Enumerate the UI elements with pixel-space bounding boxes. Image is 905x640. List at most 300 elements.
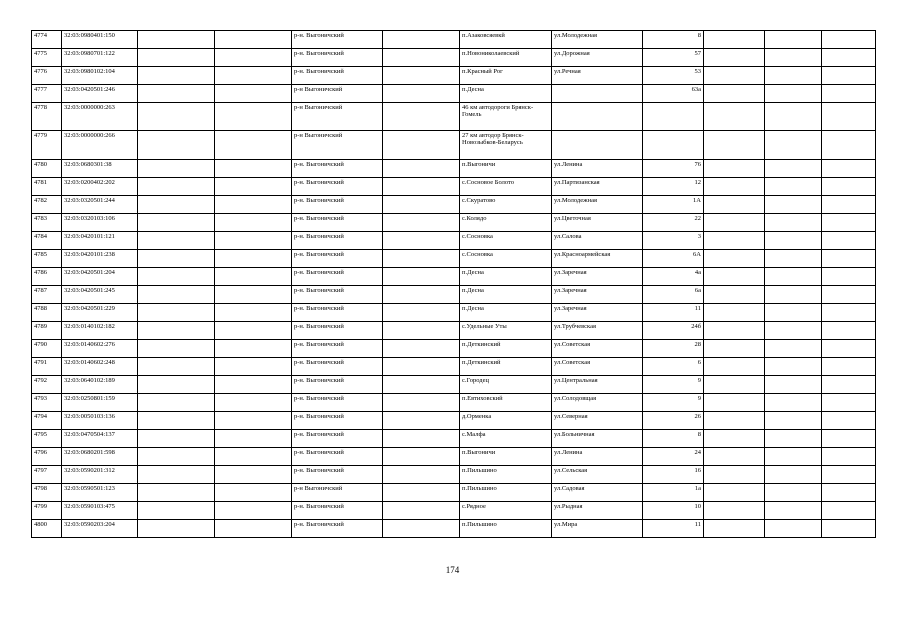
empty-cell bbox=[383, 430, 460, 448]
settlement-cell: п.Выгоничи bbox=[460, 448, 552, 466]
empty-cell bbox=[383, 250, 460, 268]
empty-cell bbox=[765, 412, 822, 430]
empty-cell bbox=[383, 466, 460, 484]
empty-cell bbox=[215, 304, 292, 322]
district-cell: р-н. Выгоничский bbox=[292, 322, 383, 340]
row-number-cell: 4790 bbox=[32, 340, 62, 358]
empty-cell bbox=[138, 430, 215, 448]
row-number-cell: 4792 bbox=[32, 376, 62, 394]
empty-cell bbox=[822, 49, 876, 67]
house-number-cell: 8 bbox=[643, 430, 704, 448]
row-number-cell: 4789 bbox=[32, 322, 62, 340]
empty-cell bbox=[383, 232, 460, 250]
empty-cell bbox=[765, 502, 822, 520]
street-cell: ул.Речная bbox=[552, 67, 643, 85]
empty-cell bbox=[704, 131, 765, 160]
house-number-cell: 1а bbox=[643, 484, 704, 502]
empty-cell bbox=[138, 268, 215, 286]
empty-cell bbox=[383, 304, 460, 322]
empty-cell bbox=[704, 250, 765, 268]
empty-cell bbox=[215, 394, 292, 412]
table-row bbox=[32, 250, 876, 268]
cadastral-number-cell: 32:03:0590203:204 bbox=[62, 520, 138, 538]
settlement-cell: п.Деткинский bbox=[460, 358, 552, 376]
table-row bbox=[32, 85, 876, 103]
empty-cell bbox=[765, 394, 822, 412]
street-cell: ул.Дорожная bbox=[552, 49, 643, 67]
row-number-cell: 4780 bbox=[32, 160, 62, 178]
table-row bbox=[32, 376, 876, 394]
table-row bbox=[32, 304, 876, 322]
row-number-cell: 4776 bbox=[32, 67, 62, 85]
settlement-cell: п.Пильшино bbox=[460, 466, 552, 484]
district-cell: р-н. Выгоничский bbox=[292, 178, 383, 196]
empty-cell bbox=[383, 376, 460, 394]
settlement-cell: с.Скуратово bbox=[460, 196, 552, 214]
street-cell: ул.Красноармейская bbox=[552, 250, 643, 268]
district-cell: р-н Выгоничский bbox=[292, 484, 383, 502]
table-row bbox=[32, 358, 876, 376]
empty-cell bbox=[383, 502, 460, 520]
table-row bbox=[32, 214, 876, 232]
empty-cell bbox=[215, 286, 292, 304]
cadastral-number-cell: 32:03:0680301:38 bbox=[62, 160, 138, 178]
empty-cell bbox=[822, 376, 876, 394]
district-cell: р-н. Выгоничский bbox=[292, 466, 383, 484]
empty-cell bbox=[704, 304, 765, 322]
settlement-cell: с.Рядное bbox=[460, 502, 552, 520]
empty-cell bbox=[138, 520, 215, 538]
empty-cell bbox=[704, 430, 765, 448]
street-cell bbox=[552, 103, 643, 131]
empty-cell bbox=[138, 214, 215, 232]
street-cell: ул.Рыдная bbox=[552, 502, 643, 520]
empty-cell bbox=[765, 232, 822, 250]
street-cell: ул.Больничная bbox=[552, 430, 643, 448]
empty-cell bbox=[704, 340, 765, 358]
row-number-cell: 4791 bbox=[32, 358, 62, 376]
table-row bbox=[32, 160, 876, 178]
empty-cell bbox=[138, 85, 215, 103]
table-row bbox=[32, 268, 876, 286]
page-number: 174 bbox=[445, 565, 460, 575]
empty-cell bbox=[822, 268, 876, 286]
cadastral-number-cell: 32:03:0420501:204 bbox=[62, 268, 138, 286]
house-number-cell: 28 bbox=[643, 340, 704, 358]
settlement-cell: п.Пильшино bbox=[460, 484, 552, 502]
table-row bbox=[32, 67, 876, 85]
row-number-cell: 4774 bbox=[32, 31, 62, 49]
empty-cell bbox=[383, 412, 460, 430]
district-cell: р-н. Выгоничский bbox=[292, 376, 383, 394]
district-cell: р-н. Выгоничский bbox=[292, 304, 383, 322]
empty-cell bbox=[765, 286, 822, 304]
settlement-cell: с.Колядо bbox=[460, 214, 552, 232]
row-number-cell: 4800 bbox=[32, 520, 62, 538]
empty-cell bbox=[215, 131, 292, 160]
empty-cell bbox=[822, 412, 876, 430]
table-row bbox=[32, 322, 876, 340]
settlement-cell: п.Деткинский bbox=[460, 340, 552, 358]
cadastral-number-cell: 32:03:0420501:245 bbox=[62, 286, 138, 304]
empty-cell bbox=[765, 250, 822, 268]
settlement-cell: п.Пильшино bbox=[460, 520, 552, 538]
house-number-cell: 53 bbox=[643, 67, 704, 85]
empty-cell bbox=[138, 49, 215, 67]
cadastral-number-cell: 32:03:0420501:229 bbox=[62, 304, 138, 322]
district-cell: р-н Выгоничский bbox=[292, 85, 383, 103]
row-number-cell: 4784 bbox=[32, 232, 62, 250]
empty-cell bbox=[822, 502, 876, 520]
empty-cell bbox=[138, 196, 215, 214]
empty-cell bbox=[138, 376, 215, 394]
empty-cell bbox=[383, 484, 460, 502]
house-number-cell: 3 bbox=[643, 232, 704, 250]
street-cell: ул.Сельская bbox=[552, 466, 643, 484]
house-number-cell: 6а bbox=[643, 286, 704, 304]
settlement-cell: п.Десна bbox=[460, 85, 552, 103]
table-row bbox=[32, 484, 876, 502]
empty-cell bbox=[765, 430, 822, 448]
empty-cell bbox=[138, 448, 215, 466]
table-row bbox=[32, 520, 876, 538]
empty-cell bbox=[822, 160, 876, 178]
empty-cell bbox=[383, 196, 460, 214]
empty-cell bbox=[704, 268, 765, 286]
cadastral-number-cell: 32:03:0420101:121 bbox=[62, 232, 138, 250]
row-number-cell: 4781 bbox=[32, 178, 62, 196]
cadastral-number-cell: 32:03:0000000:266 bbox=[62, 131, 138, 160]
empty-cell bbox=[822, 286, 876, 304]
empty-cell bbox=[383, 394, 460, 412]
row-number-cell: 4796 bbox=[32, 448, 62, 466]
empty-cell bbox=[822, 304, 876, 322]
settlement-cell: п.Евтиховский bbox=[460, 394, 552, 412]
empty-cell bbox=[822, 214, 876, 232]
cadastral-number-cell: 32:03:0980701:122 bbox=[62, 49, 138, 67]
empty-cell bbox=[765, 520, 822, 538]
empty-cell bbox=[138, 484, 215, 502]
empty-cell bbox=[215, 466, 292, 484]
empty-cell bbox=[822, 196, 876, 214]
row-number-cell: 4798 bbox=[32, 484, 62, 502]
district-cell: р-н. Выгоничский bbox=[292, 412, 383, 430]
district-cell: р-н. Выгоничский bbox=[292, 250, 383, 268]
empty-cell bbox=[383, 67, 460, 85]
empty-cell bbox=[138, 250, 215, 268]
street-cell: ул.Садовая bbox=[552, 484, 643, 502]
house-number-cell: 11 bbox=[643, 520, 704, 538]
district-cell: р-н. Выгоничский bbox=[292, 520, 383, 538]
empty-cell bbox=[704, 322, 765, 340]
cadastral-number-cell: 32:03:0590201:312 bbox=[62, 466, 138, 484]
empty-cell bbox=[704, 466, 765, 484]
street-cell: ул.Цветочная bbox=[552, 214, 643, 232]
district-cell: р-н. Выгоничский bbox=[292, 340, 383, 358]
empty-cell bbox=[822, 394, 876, 412]
table-row bbox=[32, 286, 876, 304]
street-cell: ул.Солодовщая bbox=[552, 394, 643, 412]
empty-cell bbox=[822, 232, 876, 250]
empty-cell bbox=[765, 214, 822, 232]
house-number-cell: 9 bbox=[643, 376, 704, 394]
district-cell: р-н. Выгоничский bbox=[292, 196, 383, 214]
row-number-cell: 4788 bbox=[32, 304, 62, 322]
table-row bbox=[32, 412, 876, 430]
table-row bbox=[32, 394, 876, 412]
cadastral-number-cell: 32:03:0680201:598 bbox=[62, 448, 138, 466]
empty-cell bbox=[138, 358, 215, 376]
empty-cell bbox=[215, 103, 292, 131]
empty-cell bbox=[215, 268, 292, 286]
empty-cell bbox=[704, 394, 765, 412]
empty-cell bbox=[383, 322, 460, 340]
empty-cell bbox=[215, 322, 292, 340]
cadastral-number-cell: 32:03:0420101:238 bbox=[62, 250, 138, 268]
district-cell: р-н. Выгоничский bbox=[292, 358, 383, 376]
empty-cell bbox=[822, 250, 876, 268]
settlement-cell: п.Десна bbox=[460, 268, 552, 286]
table-row bbox=[32, 340, 876, 358]
cadastral-number-cell: 32:03:0590103:475 bbox=[62, 502, 138, 520]
empty-cell bbox=[383, 448, 460, 466]
row-number-cell: 4775 bbox=[32, 49, 62, 67]
cadastral-number-cell: 32:03:0000000:263 bbox=[62, 103, 138, 131]
street-cell: ул.Молодежная bbox=[552, 31, 643, 49]
row-number-cell: 4794 bbox=[32, 412, 62, 430]
empty-cell bbox=[383, 85, 460, 103]
street-cell: ул.Ленина bbox=[552, 448, 643, 466]
empty-cell bbox=[383, 268, 460, 286]
house-number-cell: 4а bbox=[643, 268, 704, 286]
empty-cell bbox=[215, 412, 292, 430]
empty-cell bbox=[822, 322, 876, 340]
empty-cell bbox=[704, 85, 765, 103]
street-cell: ул.Партизанская bbox=[552, 178, 643, 196]
cadastral-number-cell: 32:03:0980401:150 bbox=[62, 31, 138, 49]
empty-cell bbox=[215, 448, 292, 466]
district-cell: р-н. Выгоничский bbox=[292, 268, 383, 286]
settlement-cell: п.Выгоничи bbox=[460, 160, 552, 178]
empty-cell bbox=[704, 214, 765, 232]
empty-cell bbox=[822, 340, 876, 358]
empty-cell bbox=[704, 67, 765, 85]
empty-cell bbox=[765, 131, 822, 160]
empty-cell bbox=[704, 502, 765, 520]
empty-cell bbox=[765, 304, 822, 322]
table-row bbox=[32, 502, 876, 520]
empty-cell bbox=[138, 340, 215, 358]
row-number-cell: 4799 bbox=[32, 502, 62, 520]
table-row bbox=[32, 196, 876, 214]
empty-cell bbox=[765, 103, 822, 131]
district-cell: р-н. Выгоничский bbox=[292, 430, 383, 448]
street-cell bbox=[552, 85, 643, 103]
street-cell: ул.Северная bbox=[552, 412, 643, 430]
empty-cell bbox=[822, 484, 876, 502]
table-row bbox=[32, 49, 876, 67]
empty-cell bbox=[765, 448, 822, 466]
row-number-cell: 4783 bbox=[32, 214, 62, 232]
settlement-cell: 46 км автодороги Брянск-Гомель bbox=[460, 103, 552, 131]
empty-cell bbox=[704, 103, 765, 131]
house-number-cell: 8 bbox=[643, 31, 704, 49]
empty-cell bbox=[704, 178, 765, 196]
settlement-cell: с.Малфа bbox=[460, 430, 552, 448]
empty-cell bbox=[383, 160, 460, 178]
street-cell: ул.Молодежная bbox=[552, 196, 643, 214]
empty-cell bbox=[138, 67, 215, 85]
house-number-cell: 12 bbox=[643, 178, 704, 196]
empty-cell bbox=[215, 376, 292, 394]
empty-cell bbox=[704, 376, 765, 394]
empty-cell bbox=[383, 214, 460, 232]
empty-cell bbox=[704, 196, 765, 214]
district-cell: р-н. Выгоничский bbox=[292, 160, 383, 178]
empty-cell bbox=[765, 322, 822, 340]
cadastral-number-cell: 32:03:0200402:202 bbox=[62, 178, 138, 196]
street-cell: ул.Заречная bbox=[552, 268, 643, 286]
empty-cell bbox=[822, 85, 876, 103]
district-cell: р-н. Выгоничский bbox=[292, 214, 383, 232]
house-number-cell: 63а bbox=[643, 85, 704, 103]
cadastral-number-cell: 32:03:0590501:123 bbox=[62, 484, 138, 502]
district-cell: р-н Выгоничский bbox=[292, 103, 383, 131]
empty-cell bbox=[822, 67, 876, 85]
empty-cell bbox=[383, 131, 460, 160]
empty-cell bbox=[822, 448, 876, 466]
cadastral-number-cell: 32:03:0320103:106 bbox=[62, 214, 138, 232]
empty-cell bbox=[765, 340, 822, 358]
district-cell: р-н. Выгоничский bbox=[292, 232, 383, 250]
district-cell: р-н. Выгоничский bbox=[292, 67, 383, 85]
house-number-cell: 22 bbox=[643, 214, 704, 232]
row-number-cell: 4777 bbox=[32, 85, 62, 103]
settlement-cell: п.Азаковсяевкй bbox=[460, 31, 552, 49]
empty-cell bbox=[383, 49, 460, 67]
empty-cell bbox=[704, 520, 765, 538]
empty-cell bbox=[138, 412, 215, 430]
empty-cell bbox=[138, 131, 215, 160]
cadastral-number-cell: 32:03:0470504:137 bbox=[62, 430, 138, 448]
street-cell: ул.Мира bbox=[552, 520, 643, 538]
empty-cell bbox=[383, 103, 460, 131]
empty-cell bbox=[822, 358, 876, 376]
house-number-cell: 6 bbox=[643, 358, 704, 376]
empty-cell bbox=[704, 49, 765, 67]
row-number-cell: 4785 bbox=[32, 250, 62, 268]
empty-cell bbox=[383, 340, 460, 358]
empty-cell bbox=[215, 502, 292, 520]
empty-cell bbox=[822, 178, 876, 196]
empty-cell bbox=[822, 430, 876, 448]
street-cell: ул.Советская bbox=[552, 340, 643, 358]
street-cell: ул.Центральная bbox=[552, 376, 643, 394]
house-number-cell bbox=[643, 103, 704, 131]
street-cell: ул.Трубчевская bbox=[552, 322, 643, 340]
empty-cell bbox=[822, 31, 876, 49]
row-number-cell: 4782 bbox=[32, 196, 62, 214]
empty-cell bbox=[765, 268, 822, 286]
table-body bbox=[32, 31, 876, 538]
settlement-cell: п.Десна bbox=[460, 286, 552, 304]
settlement-cell: 27 км автодор Брянск-Новозыбков-Беларусь bbox=[460, 131, 552, 160]
house-number-cell: 24б bbox=[643, 322, 704, 340]
street-cell bbox=[552, 131, 643, 160]
cadastral-number-cell: 32:03:0140602:248 bbox=[62, 358, 138, 376]
cadastral-number-cell: 32:03:0320501:244 bbox=[62, 196, 138, 214]
empty-cell bbox=[704, 412, 765, 430]
empty-cell bbox=[765, 466, 822, 484]
cadastral-number-cell: 32:03:0050103:136 bbox=[62, 412, 138, 430]
row-number-cell: 4779 bbox=[32, 131, 62, 160]
empty-cell bbox=[138, 304, 215, 322]
table-row bbox=[32, 131, 876, 160]
house-number-cell: 6А bbox=[643, 250, 704, 268]
settlement-cell: п.Новониколаевский bbox=[460, 49, 552, 67]
empty-cell bbox=[704, 232, 765, 250]
row-number-cell: 4793 bbox=[32, 394, 62, 412]
empty-cell bbox=[215, 340, 292, 358]
settlement-cell: п.Красный Рог bbox=[460, 67, 552, 85]
table-row bbox=[32, 103, 876, 131]
empty-cell bbox=[704, 286, 765, 304]
empty-cell bbox=[383, 31, 460, 49]
settlement-cell: с.Удельные Уты bbox=[460, 322, 552, 340]
street-cell: ул.Советская bbox=[552, 358, 643, 376]
row-number-cell: 4797 bbox=[32, 466, 62, 484]
empty-cell bbox=[704, 448, 765, 466]
settlement-cell: с.Сосновка bbox=[460, 250, 552, 268]
registry-table bbox=[31, 30, 876, 538]
cadastral-number-cell: 32:03:0250801:159 bbox=[62, 394, 138, 412]
empty-cell bbox=[138, 394, 215, 412]
empty-cell bbox=[383, 520, 460, 538]
empty-cell bbox=[215, 85, 292, 103]
empty-cell bbox=[138, 31, 215, 49]
empty-cell bbox=[215, 178, 292, 196]
district-cell: р-н. Выгоничский bbox=[292, 286, 383, 304]
empty-cell bbox=[383, 358, 460, 376]
table-row bbox=[32, 31, 876, 49]
empty-cell bbox=[383, 286, 460, 304]
house-number-cell: 57 bbox=[643, 49, 704, 67]
cadastral-number-cell: 32:03:0140102:182 bbox=[62, 322, 138, 340]
empty-cell bbox=[138, 103, 215, 131]
house-number-cell: 26 bbox=[643, 412, 704, 430]
cadastral-number-cell: 32:03:0980102:104 bbox=[62, 67, 138, 85]
empty-cell bbox=[215, 232, 292, 250]
empty-cell bbox=[215, 196, 292, 214]
settlement-cell: с.Сосновка bbox=[460, 232, 552, 250]
table-row bbox=[32, 448, 876, 466]
empty-cell bbox=[704, 358, 765, 376]
empty-cell bbox=[215, 31, 292, 49]
district-cell: р-н. Выгоничский bbox=[292, 49, 383, 67]
empty-cell bbox=[138, 502, 215, 520]
empty-cell bbox=[383, 178, 460, 196]
empty-cell bbox=[765, 178, 822, 196]
settlement-cell: п.Десна bbox=[460, 304, 552, 322]
row-number-cell: 4787 bbox=[32, 286, 62, 304]
empty-cell bbox=[138, 178, 215, 196]
empty-cell bbox=[138, 160, 215, 178]
empty-cell bbox=[215, 250, 292, 268]
cadastral-number-cell: 32:03:0640102:189 bbox=[62, 376, 138, 394]
empty-cell bbox=[138, 286, 215, 304]
table-row bbox=[32, 232, 876, 250]
table-row bbox=[32, 178, 876, 196]
